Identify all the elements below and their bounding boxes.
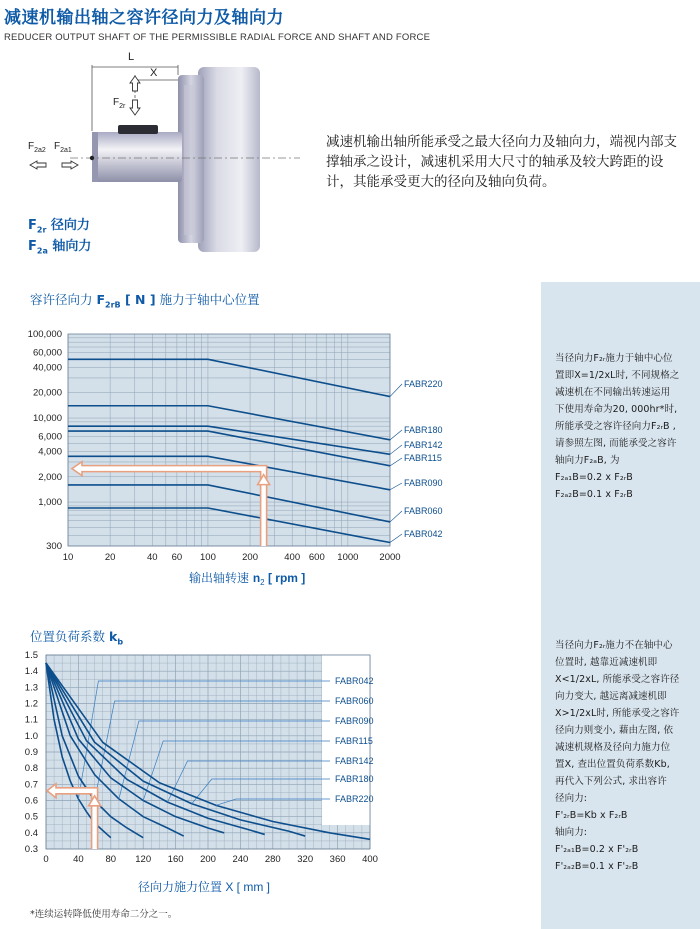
y-tick-label: 1.1 <box>24 714 38 726</box>
series-label: FABR180 <box>335 774 374 784</box>
sidebar-line: 减速机在不同输出转速运用 <box>555 387 671 398</box>
x-tick-label: 10 <box>62 552 74 563</box>
series-leader <box>390 534 402 543</box>
page-subtitle: REDUCER OUTPUT SHAFT OF THE PERMISSIBLE RADIAL FORCE AND SHAFT AND FORCE <box>4 32 431 43</box>
series-label: FABR060 <box>404 506 443 516</box>
x-tick-label: 160 <box>167 854 184 865</box>
series-label: FABR090 <box>335 716 374 726</box>
x-tick-label: 600 <box>308 552 325 563</box>
y-tick-label: 0.9 <box>24 747 38 758</box>
shaft-key <box>118 125 158 134</box>
series-label: FABR042 <box>404 529 443 539</box>
radial-force-chart <box>0 320 540 590</box>
y-tick-label: 1,000 <box>38 497 62 509</box>
y-tick-label: 1.0 <box>24 730 38 742</box>
legend-radial: $F_{2r}$ 径向力 <box>28 218 90 235</box>
series-label: FABR042 <box>335 676 374 686</box>
sidebar-panel <box>541 282 700 929</box>
y-tick-label: 0.8 <box>24 763 38 775</box>
sidebar-line: F'₂ₐ₂B=0.1 x F'₂ᵣB <box>555 861 639 872</box>
y-tick-label: 1.3 <box>24 682 38 694</box>
sidebar-note-1 <box>555 350 695 503</box>
sidebar-line: 径向力: <box>555 793 588 804</box>
y-tick-label: 10,000 <box>32 413 62 425</box>
sidebar-line: 置X, 查出位置负荷系数Kb, <box>555 759 670 770</box>
sidebar-line: 当径向力F₂ᵣ施力不在轴中心 <box>555 640 673 651</box>
x-tick-label: 120 <box>135 854 152 865</box>
x-tick-label: 400 <box>284 552 301 563</box>
sidebar-line: 再代入下列公式, 求出容许 <box>555 776 667 787</box>
sidebar-line: F₂ₐ₂B=0.1 x F₂ᵣB <box>555 489 633 500</box>
sidebar-line: X<1/2xL, 所能承受之容许径 <box>555 674 680 685</box>
output-shaft <box>92 132 182 182</box>
chart1-title: 容许径向力 $F_{2rB}$ [ N ] 施力于轴中心位置 <box>30 292 260 310</box>
x-tick-label: 320 <box>297 854 314 865</box>
series-label: FABR142 <box>335 756 374 766</box>
sidebar-note-2 <box>555 637 695 875</box>
x-tick-label: 0 <box>43 854 49 865</box>
y-tick-label: 1.2 <box>24 698 38 710</box>
sidebar-line: F₂ₐ₁B=0.2 x F₂ᵣB <box>555 472 633 483</box>
x-axis-label: 径向力施力位置 X [ mm ] <box>138 880 271 894</box>
intro-text: 减速机输出轴所能承受之最大径向力及轴向力，端视内部支撑轴承之设计，减速机采用大尺寸的轴承及较大跨距的设计，其能承受更大的径向及轴向负荷。 <box>326 134 677 190</box>
x-tick-label: 20 <box>104 552 116 563</box>
x-axis-label: 输出轴转速 $n_2$ [ rpm ] <box>189 571 306 587</box>
page-title: 减速机输出轴之容许径向力及轴向力 <box>4 8 284 28</box>
y-tick-label: 0.6 <box>24 795 38 807</box>
sidebar-line: 所能承受之容许径向力F₂ᵣB , <box>555 421 676 432</box>
y-tick-label: 20,000 <box>32 387 62 399</box>
housing-body <box>198 67 260 252</box>
sidebar-line: 向力变大, 越远离减速机即 <box>555 691 667 702</box>
y-tick-label: 100,000 <box>27 329 62 340</box>
x-tick-label: 240 <box>232 854 249 865</box>
y-tick-label: 1.5 <box>24 650 38 661</box>
chart2-title: 位置负荷系数 $k_b$ <box>30 629 124 647</box>
svg-text:F2a1: $F_{2a1}$ <box>54 141 72 154</box>
x-tick-label: 200 <box>242 552 258 563</box>
sidebar-line: 下使用寿命为20, 000hr*时, <box>555 404 678 415</box>
y-tick-label: 0.4 <box>24 827 38 839</box>
label-f2r: F <box>113 97 120 108</box>
y-tick-label: 1.4 <box>24 666 38 678</box>
y-tick-label: 40,000 <box>32 362 62 374</box>
label-L: L <box>128 51 135 63</box>
series-label: FABR115 <box>335 736 373 746</box>
label-f2a2: F <box>28 141 35 152</box>
series-label: FABR090 <box>404 478 443 488</box>
series-label: FABR180 <box>404 425 443 435</box>
series-leader <box>390 458 402 466</box>
x-tick-label: 80 <box>105 854 117 865</box>
y-tick-label: 4,000 <box>38 446 62 458</box>
x-tick-label: 360 <box>329 854 346 865</box>
x-tick-label: 40 <box>73 854 84 865</box>
sidebar-line: 当径向力F₂ᵣ施力于轴中心位 <box>555 353 673 364</box>
sidebar-line: 轴向力: <box>555 827 588 838</box>
x-tick-label: 100 <box>200 552 216 563</box>
y-tick-label: 0.7 <box>24 779 38 791</box>
y-tick-label: 2,000 <box>38 471 62 483</box>
sidebar-line: X>1/2xL时, 所能承受之容许 <box>555 708 680 719</box>
series-leader <box>390 483 402 490</box>
x-tick-label: 60 <box>171 552 183 563</box>
x-tick-label: 200 <box>200 854 216 865</box>
x-tick-label: 2000 <box>379 552 401 563</box>
x-tick-label: 280 <box>264 854 281 865</box>
series-leader <box>390 384 402 397</box>
label-f2a1: F <box>54 141 61 152</box>
sidebar-line: 请参照左图, 而能承受之容许 <box>555 438 677 449</box>
x-tick-label: 1000 <box>337 552 359 563</box>
label-X: X <box>150 67 158 79</box>
x-tick-label: 40 <box>146 552 158 563</box>
footnote: *连续运转降低使用寿命二分之一。 <box>30 909 178 920</box>
axial-force-arrows <box>30 161 78 169</box>
y-tick-label: 0.5 <box>24 811 38 823</box>
svg-text:F2r: $F_{2r}$ <box>113 97 126 110</box>
sidebar-line: 减速机规格及径向力施力位 <box>555 742 671 753</box>
series-leader <box>390 430 402 440</box>
y-tick-label: 0.3 <box>24 844 38 855</box>
series-label: FABR220 <box>335 794 374 804</box>
legend-axial: $F_{2a}$ 轴向力 <box>28 239 92 256</box>
series-leader <box>390 511 402 522</box>
series-label: FABR115 <box>404 453 442 463</box>
y-tick-label: 6,000 <box>38 431 62 443</box>
x-tick-label: 400 <box>362 854 378 865</box>
sidebar-line: 径向力则变小, 藉由左图, 依 <box>555 725 674 736</box>
y-tick-label: 60,000 <box>32 347 62 359</box>
position-factor-chart <box>0 645 540 900</box>
series-leader <box>390 445 402 454</box>
series-label: FABR060 <box>335 696 374 706</box>
sidebar-line: F'₂ₐ₁B=0.2 x F'₂ᵣB <box>555 844 639 855</box>
series-label: FABR220 <box>404 379 443 389</box>
sidebar-line: 置即X=1/2xL时, 不同规格之 <box>555 370 680 381</box>
y-tick-label: 300 <box>46 541 62 552</box>
sidebar-line: F'₂ᵣB=Kb x F₂ᵣB <box>555 810 628 821</box>
svg-text:F2a2: $F_{2a2}$ <box>28 141 46 154</box>
series-label: FABR142 <box>404 440 443 450</box>
sidebar-line: 轴向力F₂ₐB, 为 <box>555 455 620 466</box>
sidebar-line: 位置时, 越靠近减速机即 <box>555 657 658 668</box>
